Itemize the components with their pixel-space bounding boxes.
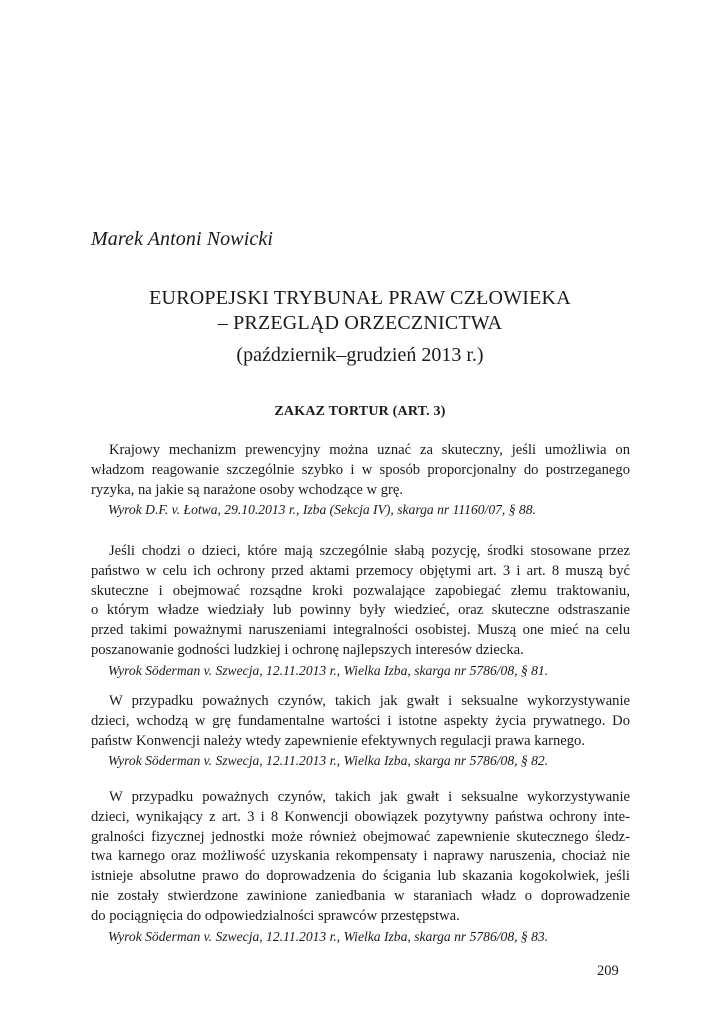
paragraph-line: dzieci, wynikający z art. 3 i 8 Konwencji obowiązek pozytywny państwa ochrony inte- [91,808,630,825]
paragraph-line: do pociągnięcia do odpowiedzialności sprawców przestępstwa. [91,907,460,924]
case-citation: Wyrok D.F. v. Łotwa, 29.10.2013 r., Izba (Sekcja IV), skarga nr 11160/07, § 88. [108,502,536,518]
paragraph-line: poszanowanie godności ludzkiej i ochronę najlepszych interesów dziecka. [91,641,524,658]
article-title [90,286,630,368]
title-line-2: – PRZEGLĄD ORZECZNICTWA [217,312,503,334]
paragraph-line: gralności fizycznej jednostki może również obejmować zapewnienie skutecznego śledz- [91,828,630,845]
case-citation: Wyrok Söderman v. Szwecja, 12.11.2013 r., Wielka Izba, skarga nr 5786/08, § 81. [108,662,549,678]
paragraph-line: władzom reagowanie szczególnie szybko i w sposób proporcjonalny do postrzeganego [91,461,630,478]
paragraph-line: o którym władze wiedziały lub powinny były wiedzieć, oraz skuteczne odstraszanie [91,602,630,619]
paragraph-line: istnieje absolutne prawo do doprowadzenia do ścigania lub skazania kogokolwiek, jeśli [91,868,630,885]
paragraph-1 [91,441,630,520]
paragraph-line: ryzyka, na jakie są narażone osoby wchodzące w grę. [91,481,403,498]
paragraph-3 [91,692,630,771]
paragraph-line: państw Konwencji należy wtedy zapewnienie efektywnych regulacji prawa karnego. [91,732,585,749]
title-line-1: EUROPEJSKI TRYBUNAŁ PRAW CZŁOWIEKA [149,287,571,309]
paragraph-line: twa karnego oraz możliwość uzyskania rekompensaty i naprawy naruszenia, chociaż nie [91,848,630,865]
paragraph-line: W przypadku poważnych czynów, takich jak gwałt i seksualne wykorzystywanie [109,789,630,805]
paragraph-line: Jeśli chodzi o dzieci, które mają szczególnie słabą pozycję, środki stosowane przez [109,543,630,559]
paragraph-line: przed takimi poważnymi naruszeniami integralności osobistej. Muszą one mieć na celu [91,622,630,639]
paragraph-line: W przypadku poważnych czynów, takich jak gwałt i seksualne wykorzystywanie [109,693,630,709]
case-citation: Wyrok Söderman v. Szwecja, 12.11.2013 r., Wielka Izba, skarga nr 5786/08, § 83. [108,928,549,944]
paragraph-line: państwo w celu ich ochrony przed aktami przemocy objętymi art. 3 i art. 8 muszą być [91,562,630,579]
page-number: 209 [597,963,619,979]
paragraph-line: nie zostały stwierdzone zawinione zaniedbania w staraniach władz o doprowadzenie [91,887,630,904]
title-period: (październik–grudzień 2013 r.) [236,344,484,366]
paragraph-2 [91,542,630,681]
paragraph-line: dzieci, wchodzą w grę fundamentalne wartości i istotne aspekty życia prywatnego. Do [91,712,630,729]
paragraph-line: skuteczne i obejmować rozsądne kroki pozwalające zapobiegać złemu traktowaniu, [91,582,630,599]
author-name: Marek Antoni Nowicki [91,228,273,250]
paragraph-line: Krajowy mechanizm prewencyjny można uznać za skuteczny, jeśli umożliwia on [109,442,630,458]
section-heading: ZAKAZ TORTUR (ART. 3) [274,404,446,419]
case-citation: Wyrok Söderman v. Szwecja, 12.11.2013 r., Wielka Izba, skarga nr 5786/08, § 82. [108,753,549,769]
paragraph-4 [91,788,630,946]
